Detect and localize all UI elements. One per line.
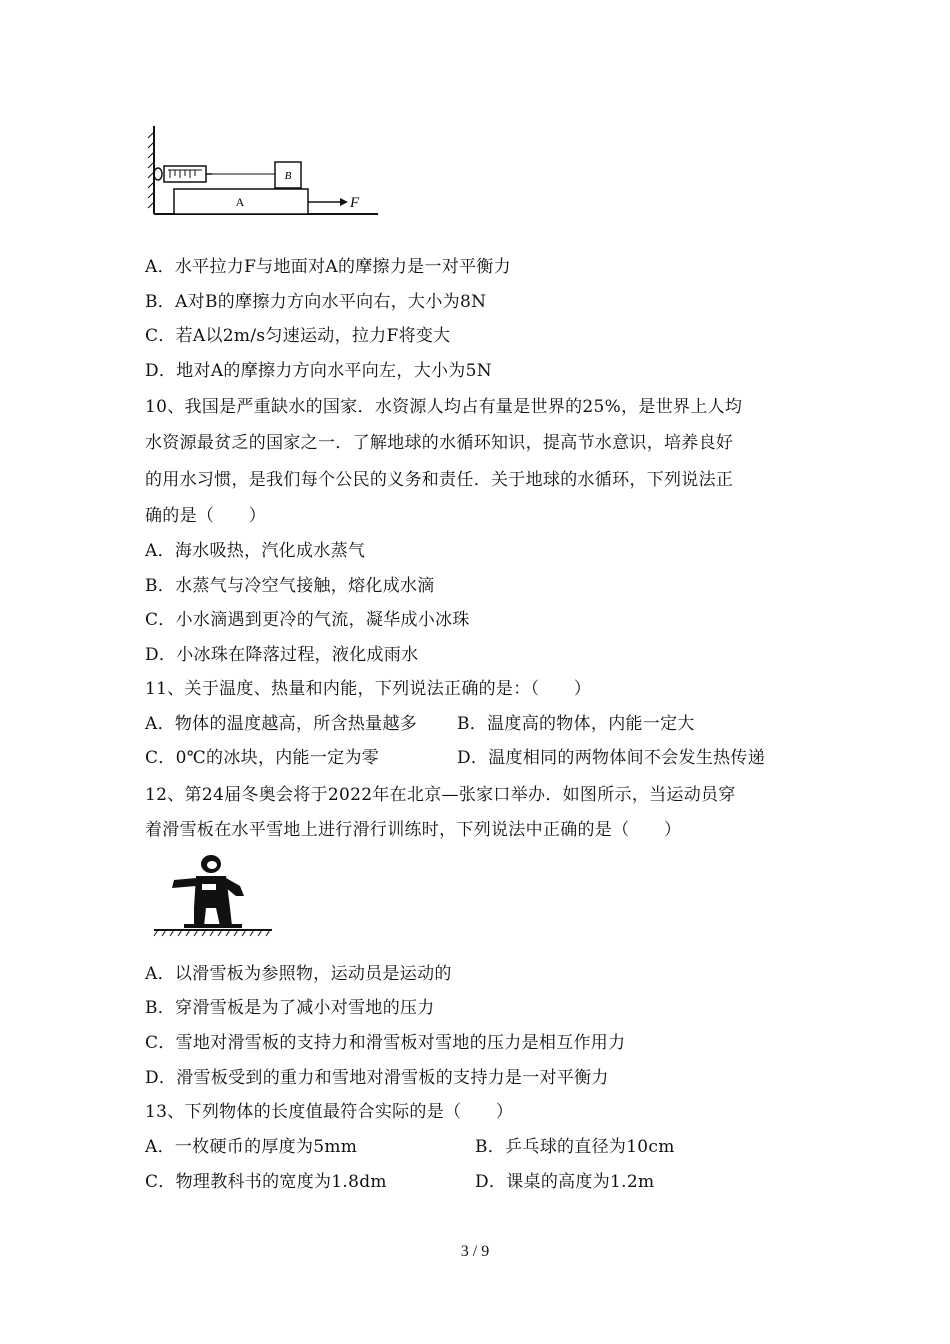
- q9-option-c: C．若A以2m/s匀速运动，拉力F将变大: [145, 326, 451, 346]
- q10-stem-line: 确的是（ ）: [145, 506, 267, 526]
- q12-option-c: C．雪地对滑雪板的支持力和滑雪板对雪地的压力是相互作用力: [145, 1033, 626, 1053]
- q12-option-d: D．滑雪板受到的重力和雪地对滑雪板的支持力是一对平衡力: [145, 1068, 609, 1088]
- page-number: 3 / 9: [460, 1243, 490, 1260]
- q12-option-b: B．穿滑雪板是为了减小对雪地的压力: [145, 998, 435, 1018]
- q10-option-d: D．小冰珠在降落过程，液化成雨水: [145, 645, 419, 665]
- q13-option-b: B．乒乓球的直径为10cm: [475, 1137, 675, 1157]
- q10-option-c: C．小水滴遇到更冷的气流，凝华成小冰珠: [145, 610, 470, 630]
- q13-option-a: A．一枚硬币的厚度为5mm: [145, 1137, 358, 1157]
- q10-stem-line: 的用水习惯，是我们每个公民的义务和责任．关于地球的水循环，下列说法正: [145, 470, 734, 490]
- q11-option-b: B．温度高的物体，内能一定大: [457, 714, 695, 734]
- q12-stem-line: 12、第24届冬奥会将于2022年在北京—张家口举办．如图所示，当运动员穿: [145, 785, 736, 805]
- q13-stem: 13、下列物体的长度值最符合实际的是（ ）: [145, 1102, 514, 1122]
- q9-option-d: D．地对A的摩擦力方向水平向左，大小为5N: [145, 361, 492, 381]
- block-b-label: B: [284, 170, 292, 182]
- friction-diagram: [140, 122, 380, 222]
- q10-option-a: A．海水吸热，汽化成水蒸气: [145, 541, 366, 561]
- q13-option-c: C．物理教科书的宽度为1.8dm: [145, 1172, 387, 1192]
- q11-row2: [145, 746, 766, 770]
- q11-option-a: A．物体的温度越高，所含热量越多: [145, 714, 418, 734]
- q9-option-b: B．A对B的摩擦力方向水平向右，大小为8N: [145, 292, 487, 312]
- q13-row2: [145, 1170, 655, 1194]
- q10-stem-line: 水资源最贫乏的国家之一．了解地球的水循环知识，提高节水意识，培养良好: [145, 433, 734, 453]
- force-f-label: F: [350, 195, 360, 211]
- q10-stem-line: 10、我国是严重缺水的国家．水资源人均占有量是世界的25%，是世界上人均: [145, 397, 743, 417]
- q12-stem-line: 着滑雪板在水平雪地上进行滑行训练时，下列说法中正确的是（ ）: [145, 820, 682, 840]
- q13-row1: [145, 1135, 675, 1159]
- q11-row1: [145, 712, 695, 736]
- q10-option-b: B．水蒸气与冷空气接触，熔化成水滴: [145, 576, 435, 596]
- q13-option-d: D．课桌的高度为1.2m: [475, 1172, 655, 1192]
- q12-option-a: A．以滑雪板为参照物，运动员是运动的: [145, 964, 452, 984]
- snowboarder-figure: [150, 850, 275, 940]
- q11-option-c: C．0℃的冰块，内能一定为零: [145, 748, 380, 768]
- q9-option-a: A．水平拉力F与地面对A的摩擦力是一对平衡力: [145, 257, 511, 277]
- block-a-label: A: [235, 195, 245, 209]
- q11-stem: 11、关于温度、热量和内能，下列说法正确的是：（ ）: [145, 679, 592, 699]
- q11-option-d: D．温度相同的两物体间不会发生热传递: [457, 748, 766, 768]
